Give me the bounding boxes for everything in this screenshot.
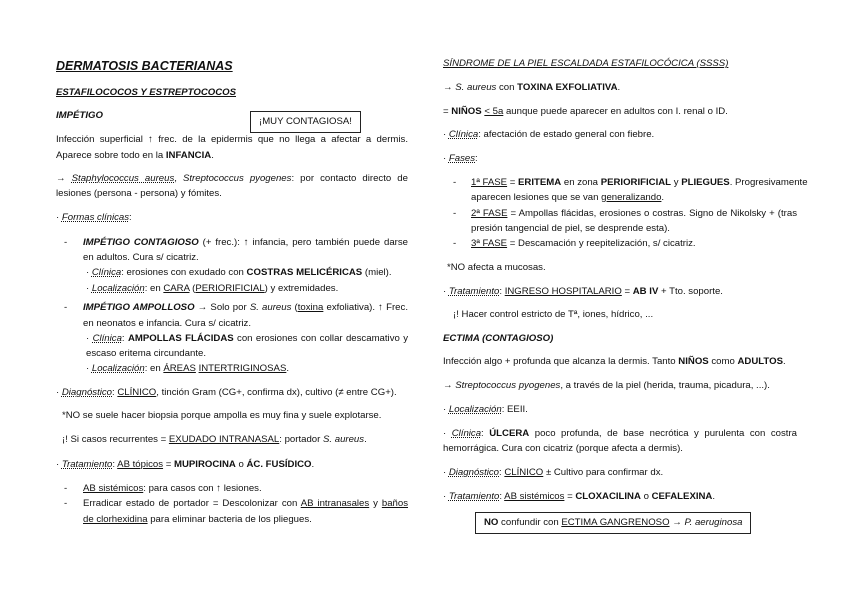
impetigo-diagnostico: · Diagnóstico: CLÍNICO, tinción Gram (CG+, confirma dx), cultivo (≠ entre CG+). [56,387,397,398]
ssss-ninos: = NIÑOS < 5a aunque puede aparecer en adultos con I. renal o ID. [443,106,728,117]
formas-clinicas-label: · Formas clínicas: [56,212,132,223]
bullet-dash: - [64,237,68,248]
ampolloso-clinica: · Clínica: AMPOLLAS FLÁCIDAS con erosiones con collar descamativo y [86,333,408,344]
ampolloso-localizacion: · Localización: en ÁREAS INTERTRIGINOSAS. [86,363,290,374]
contagiosa-box: ¡MUY CONTAGIOSA! [250,111,361,133]
tratamiento-item-erradicar-line2: de clorhexidina para eliminar bacteria de los pliegues. [83,514,312,525]
ectima-gangrenoso-box: NO confundir con ECTIMA GANGRENOSO → P. aeruginosa [475,512,751,534]
impetigo-heading: IMPÉTIGO [56,110,103,121]
ectima-localizacion: · Localización: EEII. [443,404,528,415]
impetigo-etiology-line2: lesiones (persona - persona) y fómites. [56,188,222,199]
biopsia-note: *NO se suele hacer biopsia porque ampolla es muy fina y suele explotarse. [62,410,382,421]
ssss-title: SÍNDROME DE LA PIEL ESCALDADA ESTAFILOCÓCICA (SSSS) [443,58,729,69]
fase1-line2: aparecen lesiones que se van generalizando. [471,192,665,203]
bullet-dash: - [64,302,68,313]
ectima-heading: ECTIMA (CONTAGIOSO) [443,333,554,344]
ectima-definition: Infección algo + profunda que alcanza la dermis. Tanto NIÑOS como ADULTOS. [443,356,786,367]
bullet-dash: - [64,483,68,494]
contagioso-clinica: · Clínica: erosiones con exudado con COSTRAS MELICÉRICAS (miel). [86,267,392,278]
fase2-line2: presión tangencial de piel, se desprende esta). [471,223,670,234]
page-title: DERMATOSIS BACTERIANAS [56,59,233,73]
contagioso-localizacion: · Localización: en CARA (PERIORIFICIAL) y extremidades. [86,283,339,294]
control-note: ¡! Hacer control estricto de Tª, iones, hídrico, ... [453,309,654,320]
fase1: 1ª FASE = ERITEMA en zona PERIORIFICIAL y PLIEGUES. Progresivamente [471,177,808,188]
ectima-etiology: → Streptococcus pyogenes, a través de la piel (herida, trauma, picadura, ...). [443,380,770,391]
ampolloso-line2: en neonatos e infancia. Cura s/ cicatriz. [83,318,251,329]
bullet-dash: - [64,498,68,509]
ssss-fases-label: · Fases: [443,153,478,164]
impetigo-definition-line2: Aparece sobre todo en la INFANCIA. [56,150,214,161]
ectima-diagnostico: · Diagnóstico: CLÍNICO ± Cultivo para confirmar dx. [443,467,664,478]
bullet-dash: - [453,238,457,249]
bullet-dash: - [453,208,457,219]
recurrentes-note: ¡! Si casos recurrentes = EXUDADO INTRANASAL: portador S. aureus. [62,434,367,445]
tratamiento-item-sistemicos: AB sistémicos: para casos con ↑ lesiones. [83,483,262,494]
ectima-clinica-line2: hemorrágica. Cura con cicatriz (porque afecta a dermis). [443,443,683,454]
ssss-clinica: · Clínica: afectación de estado general con fiebre. [443,129,655,140]
fase2: 2ª FASE = Ampollas flácidas, erosiones o costras. Signo de Nikolsky + (tras [471,208,797,219]
impetigo-tratamiento: · Tratamiento: AB tópicos = MUPIROCINA o ÁC. FUSÍDICO. [56,459,315,470]
ampolloso-clinica-line2: escaso eritema circundante. [86,348,206,359]
mucosas-note: *NO afecta a mucosas. [447,262,546,273]
ssss-etiology: → S. aureus con TOXINA EXFOLIATIVA. [443,82,621,93]
tratamiento-item-erradicar: Erradicar estado de portador = Descolonizar con AB intranasales y baños [83,498,408,509]
impetigo-etiology-line1: → Staphylococcus aureus, Streptococcus pyogenes: por contacto directo de [56,173,408,184]
impetigo-definition-line1: Infección superficial ↑ frec. de la epidermis que no llega a afectar a dermis. [56,134,408,145]
ampolloso-line1: IMPÉTIGO AMPOLLOSO → Solo por S. aureus (toxina exfoliativa). ↑ Frec. [83,302,408,313]
section-subtitle: ESTAFILOCOCOS Y ESTREPTOCOCOS [56,87,236,98]
bullet-dash: - [453,177,457,188]
ssss-tratamiento: · Tratamiento: INGRESO HOSPITALARIO = AB IV + Tto. soporte. [443,286,723,297]
ectima-clinica: · Clínica: ÚLCERA poco profunda, de base necrótica y purulenta con costra [443,428,797,439]
ectima-tratamiento: · Tratamiento: AB sistémicos = CLOXACILINA o CEFALEXINA. [443,491,716,502]
fase3: 3ª FASE = Descamación y reepitelización, s/ cicatriz. [471,238,696,249]
contagioso-line2: en adultos. Cura s/ cicatriz. [83,252,199,263]
contagioso-line1: IMPÉTIGO CONTAGIOSO (+ frec.): ↑ infancia, pero también puede darse [83,237,408,248]
